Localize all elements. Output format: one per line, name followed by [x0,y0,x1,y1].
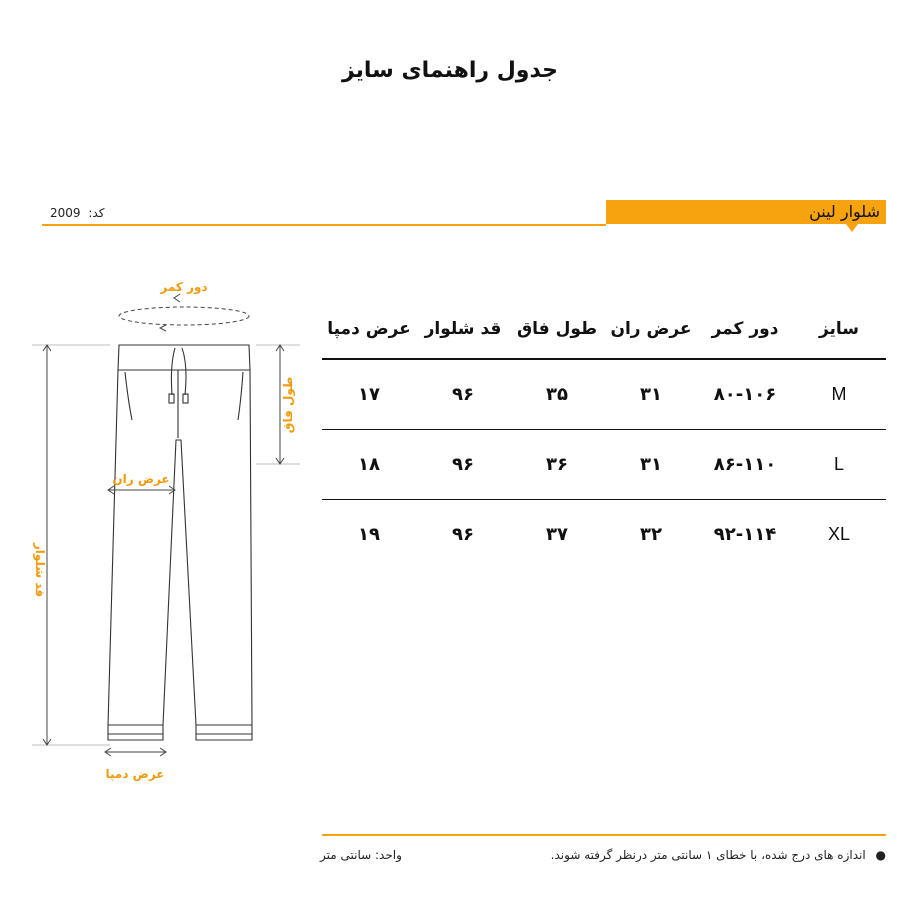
banner-notch [846,224,858,232]
cell-hem: ۱۷ [322,359,416,430]
header-size: سایز [792,300,886,359]
footer-divider [322,834,886,836]
product-code-label: کد: [88,206,105,220]
cell-size: M [792,359,886,430]
table-row [322,359,886,430]
size-table [322,300,886,569]
cell-length: ۹۶ [416,359,510,430]
cell-length: ۹۶ [416,430,510,500]
cell-rise: ۳۷ [546,524,568,545]
thigh-label: عرض ران [112,472,170,486]
cell-waist: ۹۲-۱۱۴ [713,524,777,545]
table-header-row [322,300,886,359]
cell-thigh: ۳۱ [604,359,698,430]
header-length: قد شلوار [416,300,510,359]
table-row [322,500,886,570]
hem-label: عرض دمپا [105,767,165,781]
cell-thigh: ۳۱ [604,430,698,500]
pants-diagram [20,270,300,800]
header-thigh: عرض ران [604,300,698,359]
pants-outline [108,345,252,740]
footer-note [551,848,886,862]
cell-rise: ۳۵ [510,359,604,430]
cell-length: ۹۶ [452,524,474,545]
cell-hem: ۱۸ [322,430,416,500]
product-banner [606,200,886,224]
cell-hem: ۱۹ [358,524,380,545]
header-hem: عرض دمپا [322,300,416,359]
product-code-value: 2009 [50,206,81,220]
waist-ellipse [119,307,249,325]
waist-arrow-icon [174,294,180,302]
length-label: قد شلوار [33,542,47,598]
cell-rise: ۳۶ [510,430,604,500]
waist-arrow-icon-2 [160,325,166,331]
bullet-icon: ● [875,848,886,862]
header-rise: طول فاق [510,300,604,359]
header-waist: دور کمر [698,300,792,359]
product-code [48,206,106,220]
page-title: جدول راهنمای سایز [341,58,559,83]
footer-note-text: اندازه های درج شده، با خطای ۱ سانتی متر درنظر گرفته شوند. [550,848,866,862]
cell-waist: ۸۰-۱۰۶ [698,359,792,430]
product-name: شلوار لینن [809,202,880,221]
footer-unit: واحد: سانتی متر [320,848,402,862]
cell-thigh: ۳۲ [640,524,662,545]
waist-label: دور کمر [160,280,208,294]
rise-label: طول فاق [281,376,295,434]
cell-waist: ۸۶-۱۱۰ [698,430,792,500]
cell-size: L [792,430,886,500]
header-divider [42,224,606,226]
cell-size: XL [827,524,851,544]
table-row [322,430,886,500]
